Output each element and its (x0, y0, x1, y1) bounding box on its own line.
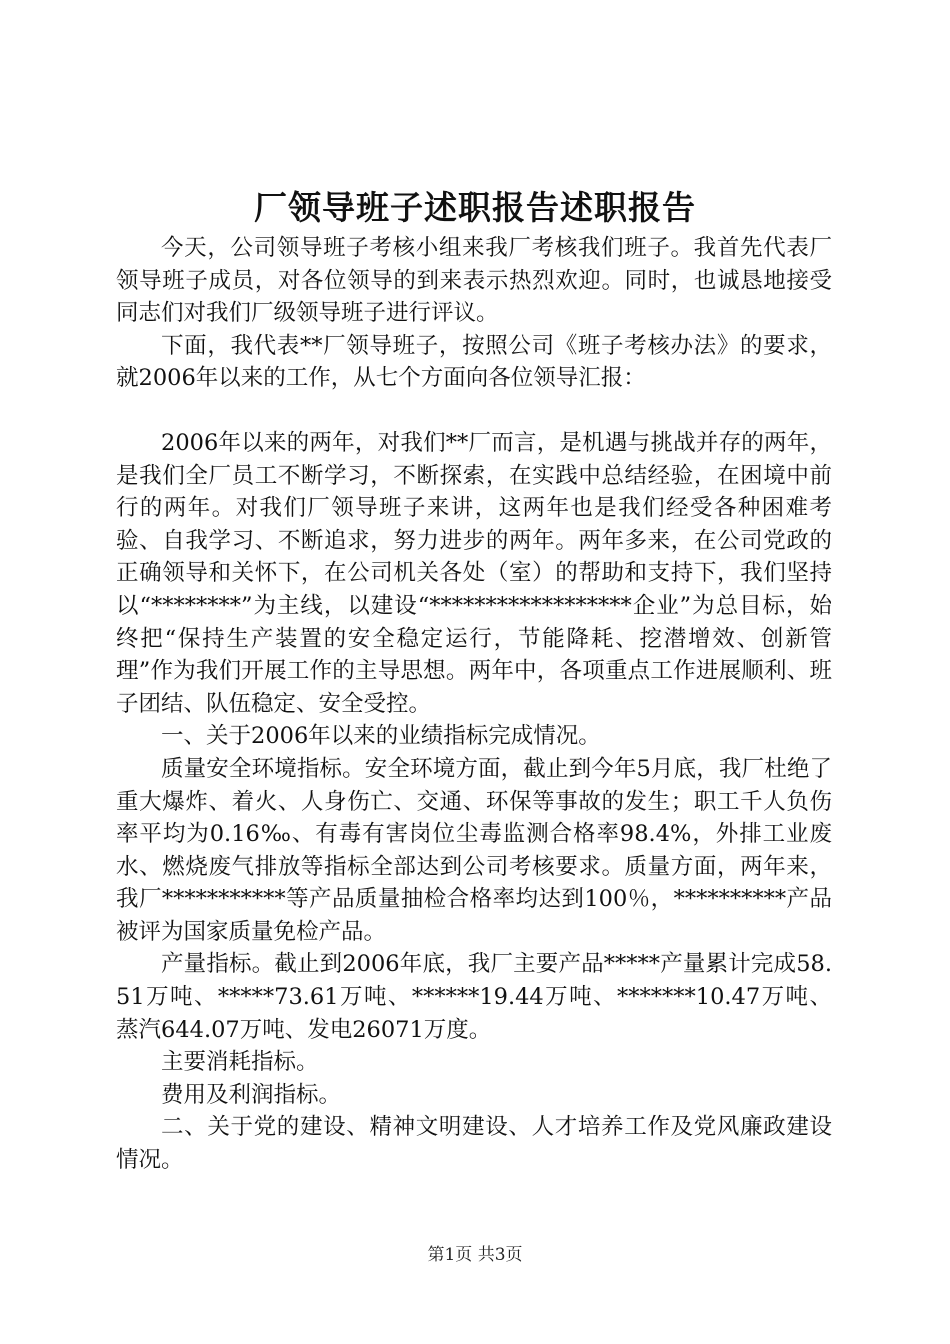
document-body (116, 232, 832, 1177)
document-title: 厂领导班子述职报告述职报告 (254, 188, 696, 227)
paragraph-consumption: 主要消耗指标。 (161, 1049, 319, 1076)
page-number-footer: 第1页 共3页 (427, 1245, 523, 1265)
paragraph-cost-profit: 费用及利润指标。 (161, 1081, 342, 1108)
paragraph-overview: 2006年以来的两年，对我们**厂而言，是机遇与挑战并存的两年，是我们全厂员工不断学习，不断探索，在实践中总结经验，在困境中前行的两年。对我们厂领导班子来讲，这两年也是我们经受各种困难考验、自我学习、不断追求，努力进步的两年。两年多来，在公司党政的正确领导和关怀下，在公司机关各处（室）的帮助和支持下，我们坚持以“********”为主线，以建设“******************企业”为总目标，始终把“保持生产装置的安全稳定运行，节能降耗、挖潜增效、创新管理”作为我们开展工作的主导思想。两年中，各项重点工作进展顺利、班子团结、队伍稳定、安全受控。 (116, 429, 832, 717)
paragraph-intro: 今天，公司领导班子考核小组来我厂考核我们班子。我首先代表厂领导班子成员，对各位领导的到来表示热烈欢迎。同时，也诚恳地接受同志们对我们厂级领导班子进行评议。 (116, 235, 832, 327)
paragraph-output: 产量指标。截止到2006年底，我厂主要产品*****产量累计完成58.51万吨、*****73.61万吨、******19.44万吨、*******10.47万吨、蒸汽644.07万吨、发电26071万度。 (116, 951, 832, 1043)
paragraph-report-outline: 下面，我代表**厂领导班子，按照公司《班子考核办法》的要求，就2006年以来的工作，从七个方面向各位领导汇报： (116, 332, 832, 392)
paragraph-quality-safety: 质量安全环境指标。安全环境方面，截止到今年5月底，我厂杜绝了重大爆炸、着火、人身伤亡、交通、环保等事故的发生；职工千人负伤率平均为0.16‰、有毒有害岗位尘毒监测合格率98.4%，外排工业废水、燃烧废气排放等指标全部达到公司考核要求。质量方面，两年来，我厂***********等产品质量抽检合格率均达到100％，**********产品被评为国家质量免检产品。 (116, 755, 832, 945)
section-heading-party-building: 二、关于党的建设、精神文明建设、人才培养工作及党风廉政建设情况。 (116, 1114, 832, 1174)
section-heading-performance: 一、关于2006年以来的业绩指标完成情况。 (161, 723, 601, 750)
